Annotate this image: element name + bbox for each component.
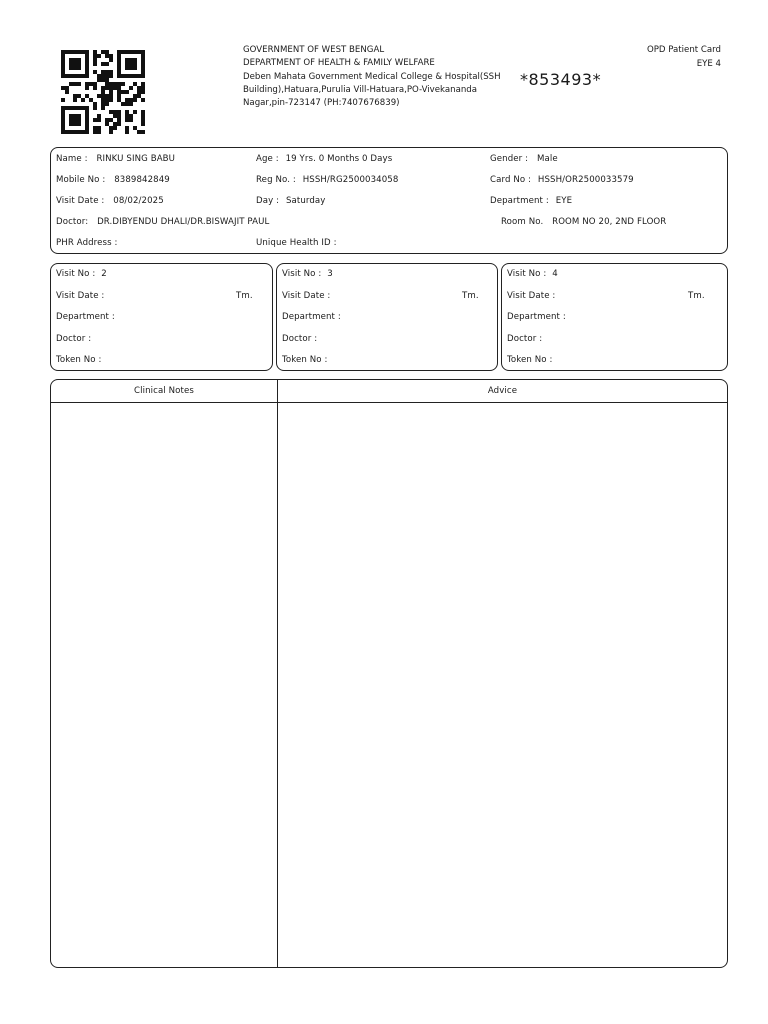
visit-box-3 (276, 263, 498, 371)
visit-department-label: Department : (282, 312, 341, 322)
reg-value: HSSH/RG2500034058 (302, 175, 399, 185)
visit-no-value: 2 (101, 269, 107, 279)
department-value: EYE (555, 196, 573, 206)
visit-no-label: Visit No : (282, 269, 322, 279)
visit-date-value: 08/02/2025 (113, 196, 164, 206)
card-no-value: HSSH/OR2500033579 (537, 175, 634, 185)
qr-code-icon (61, 50, 145, 134)
department-label: Department : (490, 196, 549, 206)
unique-health-id-label: Unique Health ID : (256, 238, 337, 248)
visit-no-value: 3 (327, 269, 333, 279)
advice-area[interactable] (282, 406, 723, 963)
patient-details-box (50, 147, 728, 254)
time-label: Tm. (236, 291, 253, 301)
name-field (56, 154, 175, 164)
notes-box (50, 379, 728, 968)
mobile-value: 8389842849 (114, 175, 170, 185)
card-type-title: OPD Patient Card (646, 45, 721, 55)
visit-department-label: Department : (56, 312, 115, 322)
hospital-address-line-2: Building),Hatuara,Purulia Vill-Hatuara,PO-Vivekananda (243, 85, 478, 95)
reg-field (256, 175, 398, 185)
age-label: Age : (256, 154, 279, 164)
notes-column-divider (277, 380, 278, 967)
visit-date-field (56, 196, 164, 206)
token-no-label: Token No : (282, 355, 328, 365)
department-code: EYE 4 (696, 59, 721, 69)
department-field (490, 196, 572, 206)
doctor-field (56, 217, 269, 227)
hospital-address-line-3: Nagar,pin-723147 (PH:7407676839) (243, 98, 400, 108)
notes-header-divider (51, 402, 727, 403)
time-label: Tm. (462, 291, 479, 301)
gov-title: GOVERNMENT OF WEST BENGAL (243, 45, 385, 55)
card-no-field (490, 175, 634, 185)
doctor-value: DR.DIBYENDU DHALI/DR.BISWAJIT PAUL (97, 217, 270, 227)
visit-date-label: Visit Date : (282, 291, 331, 301)
visit-doctor-label: Doctor : (282, 334, 318, 344)
card-barcode-text: *853493* (520, 70, 602, 89)
token-no-label: Token No : (56, 355, 102, 365)
mobile-label: Mobile No : (56, 175, 106, 185)
age-value: 19 Yrs. 0 Months 0 Days (285, 154, 393, 164)
visit-date-label: Visit Date : (56, 291, 105, 301)
name-label: Name : (56, 154, 88, 164)
gender-value: Male (536, 154, 558, 164)
room-label: Room No. (501, 217, 544, 227)
room-field (501, 217, 666, 227)
clinical-notes-area[interactable] (55, 406, 273, 963)
name-value: RINKU SING BABU (96, 154, 176, 164)
card-no-label: Card No : (490, 175, 532, 185)
gender-label: Gender : (490, 154, 529, 164)
clinical-notes-heading: Clinical Notes (134, 386, 194, 396)
visit-department-label: Department : (507, 312, 566, 322)
hospital-address-line-1: Deben Mahata Government Medical College & Hospital(SSH (243, 72, 501, 82)
day-label: Day : (256, 196, 280, 206)
gender-field (490, 154, 558, 164)
doctor-label: Doctor: (56, 217, 89, 227)
token-no-label: Token No : (507, 355, 553, 365)
visit-no-value: 4 (552, 269, 558, 279)
dept-title: DEPARTMENT OF HEALTH & FAMILY WELFARE (243, 58, 435, 68)
phr-address-label: PHR Address : (56, 238, 118, 248)
visit-doctor-label: Doctor : (56, 334, 92, 344)
visit-no-label: Visit No : (507, 269, 547, 279)
day-value: Saturday (285, 196, 326, 206)
advice-heading: Advice (487, 386, 518, 396)
mobile-field (56, 175, 170, 185)
visit-date-label: Visit Date : (507, 291, 556, 301)
visit-no-label: Visit No : (56, 269, 96, 279)
visit-box-4 (501, 263, 728, 371)
visit-date-label: Visit Date : (56, 196, 105, 206)
time-label: Tm. (688, 291, 705, 301)
age-field (256, 154, 392, 164)
room-value: ROOM NO 20, 2ND FLOOR (552, 217, 667, 227)
reg-label: Reg No. : (256, 175, 296, 185)
visit-doctor-label: Doctor : (507, 334, 543, 344)
visit-box-2 (50, 263, 273, 371)
day-field (256, 196, 325, 206)
